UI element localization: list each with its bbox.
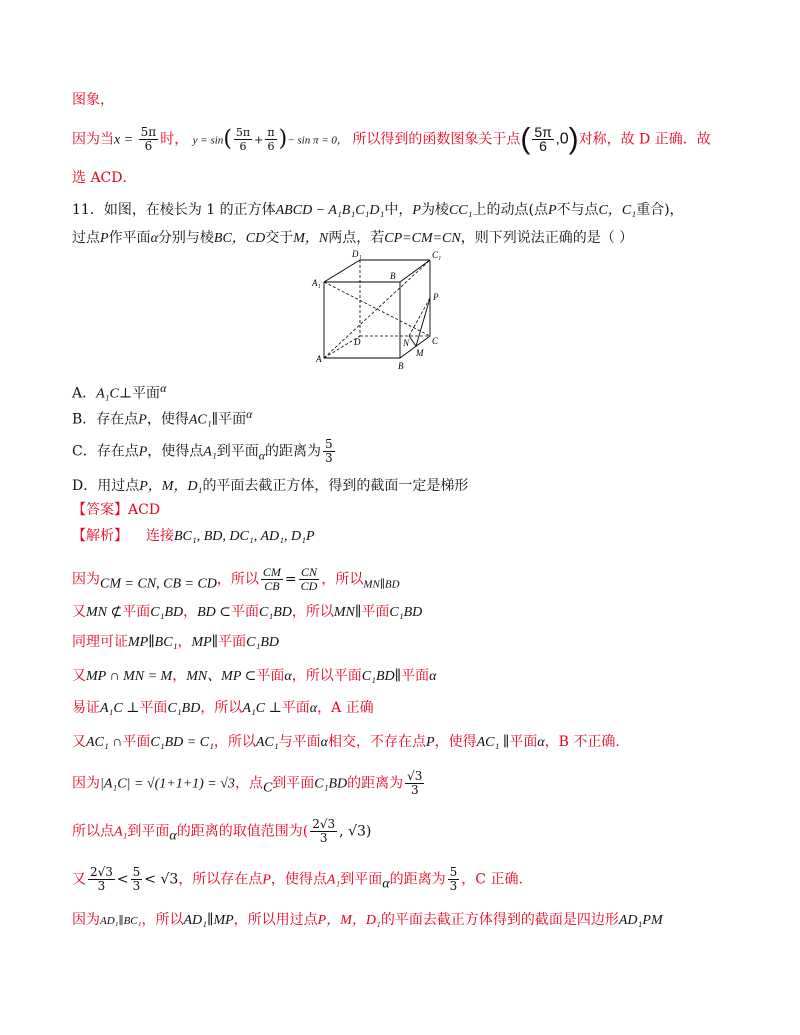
paren-left: (: [520, 122, 531, 156]
text-fragment: 平面: [281, 700, 310, 716]
math-fragment: C₁BD = C₁: [150, 735, 214, 750]
text-fragment: 同理可证: [72, 634, 128, 650]
label-c1: C₁: [432, 250, 442, 260]
text-fragment: ，所以用过点: [233, 912, 318, 928]
fraction: [234, 126, 252, 153]
math-fragment: A₁: [114, 824, 128, 840]
fraction-numerator: 5: [449, 865, 458, 879]
text-fragment: 11．如图，在棱长为 1 的正方体: [72, 202, 276, 218]
edge-a1-d1: [324, 260, 360, 282]
fraction: [139, 126, 159, 153]
math-fragment: AC₁ ∩: [86, 735, 123, 750]
text-line-3: [72, 168, 137, 188]
fraction-denominator: 3: [132, 879, 141, 893]
math-fragment: P，M，D₁: [139, 479, 203, 494]
text-fragment: 的距离为: [265, 443, 322, 460]
paren-right: ): [278, 126, 288, 152]
label-a1: A₁: [312, 278, 321, 288]
text-fragment: 的平面去截正方体得到的截面是四边形: [380, 912, 619, 928]
math-fragment: AC₁: [255, 735, 279, 750]
option-c: [72, 438, 337, 465]
math-fragment: α: [169, 828, 177, 844]
math-fragment: y = sin: [192, 134, 224, 147]
text-fragment: 到平面: [272, 775, 315, 792]
math-fragment: P: [138, 444, 148, 460]
text-fragment: ，所以平面: [291, 668, 362, 684]
step-8: [72, 818, 371, 846]
text-fragment: 平面: [218, 634, 247, 650]
text-fragment: ，使得: [146, 411, 189, 428]
text-fragment: ，所以: [291, 604, 334, 620]
label-m: M: [416, 348, 424, 358]
math-fragment: AD₁PM: [618, 913, 663, 928]
fraction-numerator: 2√3: [90, 865, 113, 879]
math-fragment: C，C₁: [598, 203, 637, 218]
label-b1: B: [390, 271, 396, 281]
text-fragment: 易证: [72, 700, 100, 716]
math-fragment: CM = CN, CB = CD: [100, 576, 217, 592]
question-line-1: [72, 200, 684, 221]
fraction-denominator: 3: [449, 879, 458, 893]
option-a: [72, 378, 166, 405]
text-fragment: ，使得点: [147, 443, 204, 460]
text-fragment: D．用过点: [72, 478, 140, 494]
step-7: [72, 770, 426, 798]
step-3: [72, 632, 279, 653]
label-a: A: [316, 354, 322, 364]
math-fragment: BC，CD: [213, 231, 266, 246]
plus-sign: +: [254, 133, 264, 147]
math-fragment: MN ⊄: [86, 605, 123, 620]
explanation-header: [72, 526, 315, 547]
math-fragment: x =: [114, 132, 137, 148]
label-n: N: [403, 338, 410, 348]
label-d: D: [354, 337, 361, 347]
math-fragment: CP=CM=CN: [384, 231, 461, 246]
math-fragment: < √3: [144, 871, 179, 888]
text-fragment: 因为: [72, 571, 100, 588]
text-fragment: 平面: [122, 604, 151, 620]
text-fragment: ，使得: [434, 734, 477, 750]
math-fragment: AD₁∥MP: [183, 913, 234, 928]
text-fragment: 的平面去截正方体，得到的截面一定是梯形: [202, 478, 469, 494]
math-fragment: C₁BD: [389, 605, 423, 620]
option-b: [72, 404, 252, 431]
math-fragment: MP∥: [191, 635, 219, 650]
math-fragment: α: [160, 381, 167, 395]
text-fragment: ，使得点: [270, 871, 327, 888]
text-fragment: 不与点: [556, 202, 599, 218]
math-fragment: M，N: [293, 231, 329, 246]
text-fragment: B．存在点: [72, 411, 139, 428]
math-fragment: α: [537, 735, 545, 750]
math-fragment: A₁C⊥: [96, 386, 133, 402]
text-fragment: 选 ACD．: [72, 170, 137, 186]
explanation-label: 【解析】: [72, 528, 128, 544]
math-fragment: BC₁, BD, DC₁, AD₁, D₁P: [174, 529, 315, 544]
fraction-numerator: 5π: [140, 125, 157, 139]
math-fragment: , √3): [339, 823, 372, 840]
fraction: [532, 126, 553, 153]
step-6: [72, 732, 620, 753]
text-fragment: 平面: [231, 604, 260, 620]
label-c: C: [432, 336, 439, 346]
math-fragment: A₁C ⊥: [242, 701, 282, 716]
math-fragment: AD₁∥BC₁: [100, 915, 142, 927]
question-line-2: [72, 228, 633, 249]
text-fragment: ，则下列说法正确的是（ ）: [460, 230, 634, 246]
answer-label: 【答案】ACD: [72, 502, 161, 518]
text-fragment: 为棱: [420, 202, 449, 218]
text-fragment: ，所以: [216, 571, 259, 588]
math-fragment: MP ∩ MN = M: [86, 669, 173, 684]
text-fragment: ，A 正确: [317, 700, 374, 716]
text-fragment: 又: [72, 668, 86, 684]
math-fragment: P: [100, 231, 109, 246]
text-fragment: 到平面: [127, 823, 170, 840]
fraction-numerator: CM: [262, 565, 281, 579]
math-fragment: MN∥BD: [363, 578, 400, 591]
text-fragment: 作平面: [108, 230, 151, 246]
text-fragment: 相交，不存在点: [328, 734, 427, 750]
text-fragment: 与平面: [278, 734, 321, 750]
fraction: [310, 818, 337, 845]
fraction: [131, 866, 143, 893]
fraction-numerator: 2√3: [312, 817, 336, 831]
paren-left: (: [223, 126, 232, 152]
text-fragment: 时，: [160, 131, 189, 148]
math-fragment: C₁BD: [167, 701, 201, 716]
fraction-numerator: π: [267, 126, 275, 139]
text-fragment: 平面: [509, 734, 538, 750]
math-fragment: AC₁∥: [188, 412, 219, 428]
text-fragment: 平面: [139, 700, 168, 716]
text-fragment: ，点: [234, 775, 263, 792]
text-fragment: ，所以: [321, 571, 364, 588]
text-fragment: 图象，: [72, 92, 114, 108]
fraction: [299, 566, 320, 593]
text-fragment: 所以点: [72, 823, 114, 840]
text-fragment: 因为: [72, 912, 100, 928]
text-fragment: ，所以: [141, 912, 184, 928]
fraction-numerator: 5: [325, 437, 333, 451]
math-fragment: α: [309, 701, 318, 716]
math-fragment: P: [426, 735, 435, 750]
fraction: [88, 866, 115, 893]
text-fragment: ，: [183, 604, 198, 620]
segment-m-p: [416, 298, 430, 346]
math-fragment: ABCD − A₁B₁C₁D₁: [275, 203, 385, 218]
fraction-denominator: 3: [319, 831, 328, 845]
math-fragment: C₁BD: [246, 635, 279, 650]
text-fragment: 因为当: [72, 131, 114, 148]
fraction-numerator: CN: [299, 566, 320, 580]
step-5: [72, 698, 374, 719]
step-10: [72, 910, 663, 931]
fraction-denominator: 3: [325, 451, 333, 465]
math-fragment: A₁C ⊥: [100, 701, 140, 716]
math-fragment: MN∥: [333, 605, 362, 620]
math-fragment: 0: [559, 130, 569, 148]
text-fragment: 又: [72, 734, 86, 750]
math-fragment: C₁BD: [150, 605, 184, 620]
fraction-numerator: √3: [407, 769, 423, 783]
math-fragment: P: [547, 203, 557, 218]
option-d: [72, 476, 468, 497]
label-d1: D₁: [352, 249, 362, 259]
math-fragment: α: [284, 669, 292, 684]
text-fragment: 平面: [401, 668, 430, 684]
math-fragment: |A₁C| = √(1+1+1) = √3: [100, 776, 235, 792]
text-fragment: 又: [72, 604, 86, 620]
cube-diagram: [304, 248, 454, 374]
math-fragment: C: [262, 780, 273, 796]
text-fragment: 对称，故 D 正确．故: [578, 131, 711, 148]
text-fragment: 分别与棱: [157, 230, 214, 246]
fraction-denominator: 6: [144, 139, 153, 153]
step-1: [72, 566, 400, 594]
math-fragment: α: [258, 448, 266, 463]
math-fragment: α: [382, 876, 390, 892]
text-fragment: 中，: [384, 202, 413, 218]
math-fragment: <: [116, 871, 129, 888]
text-fragment: 因为: [72, 775, 100, 792]
step-4: [72, 666, 436, 687]
text-fragment: 重合)，: [636, 202, 684, 218]
text-fragment: 到平面: [216, 443, 259, 460]
text-fragment: 平面: [218, 411, 247, 428]
text-fragment: ，: [177, 634, 192, 650]
math-fragment: C₁BD: [314, 776, 348, 792]
label-b: B: [398, 361, 404, 371]
fraction-numerator: 5: [132, 865, 141, 879]
fraction: [323, 438, 335, 465]
fraction: [265, 126, 276, 153]
fraction: [405, 770, 424, 797]
fraction-denominator: 3: [97, 879, 106, 893]
fraction-denominator: CB: [264, 579, 280, 593]
text-fragment: 两点，若: [328, 230, 385, 246]
fraction-denominator: CD: [300, 579, 318, 593]
text-fragment: ，所以: [213, 734, 256, 750]
math-fragment: MN、MP ⊂: [186, 669, 257, 684]
math-fragment: P，M，D₁: [317, 913, 381, 928]
fraction-denominator: 3: [410, 783, 419, 797]
text-fragment: 平面: [132, 385, 161, 402]
paren-right: ): [568, 122, 579, 156]
text-fragment: A．: [72, 385, 97, 402]
text-fragment: ，所以: [200, 700, 243, 716]
text-fragment: 到平面: [340, 871, 383, 888]
math-fragment: α: [246, 407, 253, 421]
fraction-denominator: 6: [267, 140, 275, 153]
text-fragment: 过点: [72, 230, 100, 246]
text-fragment: C．存在点: [72, 443, 139, 460]
math-fragment: α: [150, 231, 158, 246]
text-fragment: 的距离的取值范围为(: [176, 823, 309, 840]
text-fragment: ，C 正确.: [461, 871, 523, 888]
math-fragment: MP∥BC₁: [128, 635, 178, 650]
math-fragment: C₁BD: [259, 605, 292, 620]
text-fragment: ，所以存在点: [178, 871, 263, 888]
math-fragment: CC₁: [448, 203, 473, 218]
fraction: [448, 866, 460, 893]
math-fragment: BD ⊂: [197, 605, 232, 620]
text-fragment: 平面: [256, 668, 285, 684]
step-9: [72, 866, 523, 894]
math-fragment: A₁: [203, 444, 217, 460]
fraction-denominator: 6: [539, 138, 547, 154]
text-fragment: 又: [72, 871, 86, 888]
text-fragment: ，B 不正确.: [544, 734, 620, 750]
text-fragment: 的距离为: [389, 871, 446, 888]
math-fragment: ∥: [394, 669, 402, 684]
fraction-numerator: 5π: [235, 126, 251, 139]
text-fragment: 连接: [146, 528, 174, 544]
text-fragment: 所以得到的函数图象关于点: [352, 131, 521, 148]
text-fragment: 平面: [361, 604, 390, 620]
text-fragment: 的距离为: [347, 775, 404, 792]
answer-line: [72, 500, 160, 520]
equals-sign: =: [284, 571, 297, 588]
math-fragment: P: [262, 872, 271, 888]
math-fragment: P: [412, 203, 421, 218]
text-line-2: 因为当x = $\frac{5\pi}{6}$ 时， y = sin( $\frac{5\pi}{6}$ + $\frac{\pi}{6}$ )− sin π = 0， 所以得到的函数图象关于点( $\frac{5\pi}{6}$ ,0)对称，故 D 正确．故: [72, 122, 711, 156]
edge-b1-c1: [400, 260, 430, 282]
fraction: [261, 566, 283, 593]
text-line-1: [72, 90, 114, 110]
segment-m-n: [409, 336, 416, 346]
text-fragment: 上的动点(点: [472, 202, 548, 218]
math-fragment: A₁: [326, 872, 341, 888]
fraction-numerator: 5π: [534, 124, 552, 140]
text-fragment: 交于: [265, 230, 294, 246]
math-fragment: AC₁ ∥: [476, 735, 510, 750]
text-fragment: ，: [172, 668, 187, 684]
text-fragment: 平面: [122, 734, 151, 750]
math-fragment: α: [320, 735, 329, 750]
step-2: [72, 602, 422, 623]
math-fragment: P: [138, 412, 147, 428]
math-fragment: C₁BD: [361, 669, 395, 684]
math-fragment: − sin π = 0，: [287, 134, 348, 147]
math-fragment: α: [429, 669, 437, 684]
label-p: P: [433, 292, 439, 302]
fraction-denominator: 6: [239, 140, 247, 153]
